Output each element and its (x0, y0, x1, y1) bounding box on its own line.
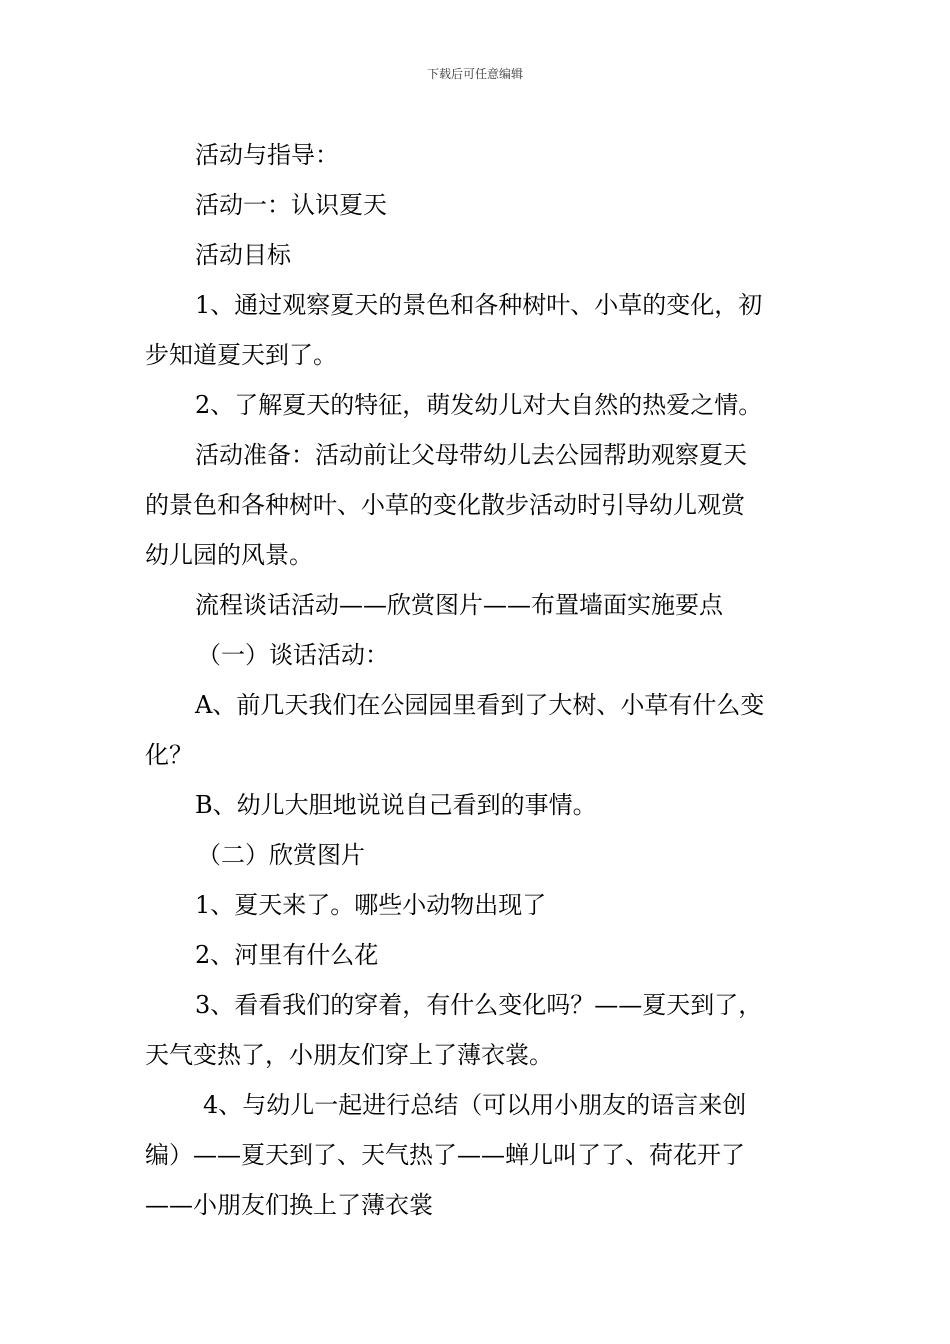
paragraph-line: 化？ (145, 741, 193, 769)
paragraph-line: 2、河里有什么花 (195, 941, 379, 969)
paragraph-line: 4、与幼儿一起进行总结（可以用小朋友的语言来创 (203, 1091, 747, 1119)
paragraph-line: 编）——夏天到了、天气热了——蝉儿叫了了、荷花开了 (145, 1141, 745, 1169)
paragraph-line: 的景色和各种树叶、小草的变化散步活动时引导幼儿观赏 (145, 491, 745, 519)
page-header: 下载后可任意编辑 (426, 67, 523, 81)
paragraph-line: 流程谈话活动——欣赏图片——布置墙面实施要点 (195, 591, 723, 619)
activity-title: 活动一：认识夏天 (195, 191, 387, 219)
paragraph-line: 2、了解夏天的特征，萌发幼儿对大自然的热爱之情。 (195, 391, 763, 419)
subsection-heading: （二）欣赏图片 (197, 841, 365, 869)
paragraph-line: 1、通过观察夏天的景色和各种树叶、小草的变化，初 (195, 291, 763, 319)
paragraph-line: 步知道夏天到了。 (145, 341, 337, 369)
paragraph-line: ——小朋友们换上了薄衣裳 (145, 1191, 433, 1219)
paragraph-line: 1、夏天来了。哪些小动物出现了 (195, 891, 547, 919)
paragraph-line: A、前几天我们在公园园里看到了大树、小草有什么变 (195, 691, 765, 719)
paragraph-line: 幼儿园的风景。 (145, 541, 313, 569)
paragraph-line: 活动准备：活动前让父母带幼儿去公园帮助观察夏天 (195, 441, 747, 469)
document-body (145, 130, 807, 1230)
paragraph-line: 3、看看我们的穿着，有什么变化吗？——夏天到了， (195, 991, 763, 1019)
subsection-heading: （一）谈话活动： (197, 641, 389, 669)
activity-goal-heading: 活动目标 (195, 241, 291, 269)
paragraph-line: 天气变热了，小朋友们穿上了薄衣裳。 (145, 1041, 553, 1069)
section-heading: 活动与指导： (195, 141, 339, 169)
paragraph-line: B、幼儿大胆地说说自己看到的事情。 (195, 791, 597, 819)
